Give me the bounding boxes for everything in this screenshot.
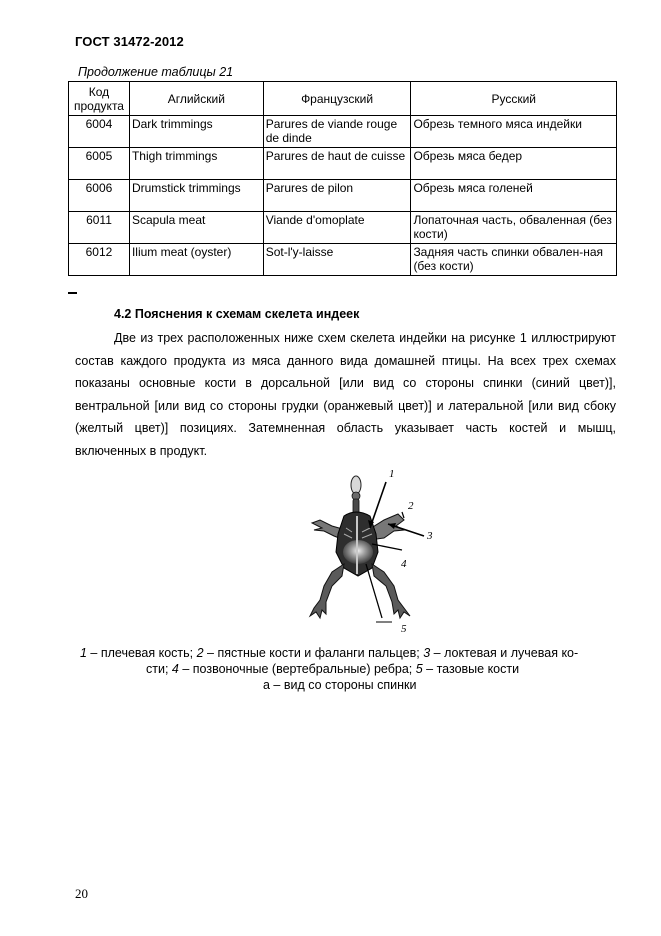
caption-text-1: – плечевая кость; (86, 646, 197, 660)
cell-code: 6011 (69, 212, 130, 244)
table-row (69, 148, 617, 180)
table-row (69, 116, 617, 148)
product-table (68, 81, 617, 276)
document-header: ГОСТ 31472-2012 (75, 34, 184, 49)
cell-russian: Задняя часть спинки обвален-ная (без кости) (411, 244, 617, 276)
cell-french: Sot-l'y-laisse (263, 244, 411, 276)
section-title: 4.2 Пояснения к схемам скелета индеек (114, 307, 360, 321)
column-header-french: Французский (263, 82, 411, 116)
table-edge-mark (68, 292, 77, 294)
cell-code: 6012 (69, 244, 130, 276)
caption-text-3: – локтевая и лучевая ко- (430, 646, 579, 660)
cell-russian: Обрезь мяса бедер (411, 148, 617, 180)
column-header-english: Аглийский (129, 82, 263, 116)
cell-code: 6004 (69, 116, 130, 148)
figure-view-caption: а – вид со стороны спинки (263, 678, 417, 692)
cell-russian: Обрезь мяса голеней (411, 180, 617, 212)
caption-num-5: 5 (415, 662, 423, 676)
caption-text-5: – тазовые кости (422, 662, 520, 676)
cell-code: 6006 (69, 180, 130, 212)
figure-label-1: 1 (389, 468, 395, 480)
section-paragraph: Две из трех расположенных ниже схем скелета индейки на рисунке 1 иллюстрируют состав каждого продукта из мяса данного вида домашней птицы. На всех трех схемах показаны основные кости в дорсальной [или вид со стороны спинки (синий цвет)], вентральной [или вид со стороны грудки (оранжевый цвет)] и латеральной [или вид сбоку (желтый цвет)] позициях. Затемненная область указывает часть костей и мышц, включенных в продукт. (75, 331, 616, 458)
cell-french: Parures de haut de cuisse (263, 148, 411, 180)
table-header-row (69, 82, 617, 116)
caption-text-4: – позвоночные (вертебральные) ребра; (178, 662, 416, 676)
cell-english: Ilium meat (oyster) (129, 244, 263, 276)
caption-num-2: 2 (196, 646, 204, 660)
cell-russian: Лопаточная часть, обваленная (без кости) (411, 212, 617, 244)
column-header-russian: Русский (411, 82, 617, 116)
caption-num-4: 4 (171, 662, 179, 676)
caption-num-1: 1 (80, 646, 87, 660)
table-row (69, 180, 617, 212)
table-caption: Продолжение таблицы 21 (78, 65, 234, 79)
turkey-skeleton-illustration (300, 468, 445, 636)
cell-french: Viande d'omoplate (263, 212, 411, 244)
table-row (69, 212, 617, 244)
cell-english: Scapula meat (129, 212, 263, 244)
cell-english: Drumstick trimmings (129, 180, 263, 212)
cell-code: 6005 (69, 148, 130, 180)
figure-label-3: 3 (427, 530, 433, 542)
figure-label-2: 2 (408, 500, 414, 512)
figure-label-4: 4 (401, 558, 407, 570)
figure-caption-line-1 (80, 646, 578, 660)
column-header-code: Код продукта (69, 82, 130, 116)
figure-label-5: 5 (401, 623, 407, 635)
caption-num-3: 3 (423, 646, 431, 660)
cell-russian: Обрезь темного мяса индейки (411, 116, 617, 148)
cell-french: Parures de viande rouge de dinde (263, 116, 411, 148)
cell-english: Dark trimmings (129, 116, 263, 148)
cell-french: Parures de pilon (263, 180, 411, 212)
turkey-skeleton-figure (300, 468, 445, 636)
caption-text-2: – пястные кости и фаланги пальцев; (203, 646, 424, 660)
page-number: 20 (75, 886, 88, 901)
cell-english: Thigh trimmings (129, 148, 263, 180)
figure-caption-line-2 (146, 662, 519, 676)
table-row (69, 244, 617, 276)
caption-pre-4: сти; (146, 662, 172, 676)
